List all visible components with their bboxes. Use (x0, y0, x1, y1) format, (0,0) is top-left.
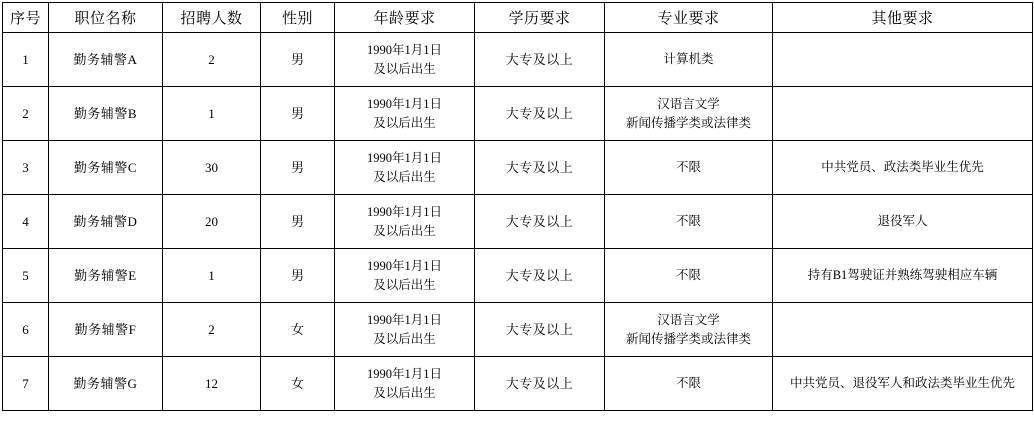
column-header-gender: 性别 (261, 3, 335, 33)
cell-age-line1: 1990年1月1日 (366, 366, 442, 381)
cell-major (605, 303, 773, 357)
cell-age (335, 357, 475, 411)
column-header-other: 其他要求 (773, 3, 1033, 33)
cell-other: 退役军人 (773, 195, 1033, 249)
cell-education: 大专及以上 (475, 249, 605, 303)
table-row (3, 33, 1033, 87)
table-row (3, 303, 1033, 357)
cell-major-line1: 不限 (675, 214, 701, 229)
cell-major (605, 33, 773, 87)
table-body (3, 33, 1033, 411)
cell-post: 勤务辅警F (49, 303, 163, 357)
cell-age-line2: 及以后出生 (373, 277, 436, 292)
cell-education: 大专及以上 (475, 357, 605, 411)
cell-post: 勤务辅警C (49, 141, 163, 195)
cell-post: 勤务辅警D (49, 195, 163, 249)
column-header-education: 学历要求 (475, 3, 605, 33)
cell-education: 大专及以上 (475, 33, 605, 87)
cell-age-line2: 及以后出生 (373, 169, 436, 184)
cell-count: 30 (163, 141, 261, 195)
cell-education: 大专及以上 (475, 87, 605, 141)
cell-age-line2: 及以后出生 (373, 115, 436, 130)
table-row (3, 87, 1033, 141)
table-row (3, 249, 1033, 303)
cell-gender: 男 (261, 195, 335, 249)
cell-other (773, 87, 1033, 141)
cell-major-line1: 不限 (675, 268, 701, 283)
cell-age (335, 141, 475, 195)
cell-post: 勤务辅警B (49, 87, 163, 141)
cell-count: 2 (163, 303, 261, 357)
table-header (3, 3, 1033, 33)
cell-gender: 男 (261, 141, 335, 195)
table-row (3, 357, 1033, 411)
cell-major-line2: 新闻传播学类或法律类 (625, 331, 751, 346)
cell-age-line2: 及以后出生 (373, 385, 436, 400)
cell-age-line1: 1990年1月1日 (366, 96, 442, 111)
cell-age (335, 33, 475, 87)
cell-age-line1: 1990年1月1日 (366, 42, 442, 57)
cell-count: 1 (163, 249, 261, 303)
cell-index: 2 (3, 87, 49, 141)
cell-major-line1: 计算机类 (663, 52, 714, 67)
cell-index: 4 (3, 195, 49, 249)
cell-education: 大专及以上 (475, 195, 605, 249)
cell-age-line1: 1990年1月1日 (366, 204, 442, 219)
column-header-count: 招聘人数 (163, 3, 261, 33)
cell-age (335, 87, 475, 141)
cell-age (335, 249, 475, 303)
cell-post: 勤务辅警E (49, 249, 163, 303)
cell-count: 2 (163, 33, 261, 87)
cell-gender: 女 (261, 357, 335, 411)
cell-post: 勤务辅警A (49, 33, 163, 87)
cell-count: 20 (163, 195, 261, 249)
document-page (0, 2, 1034, 441)
cell-major-line2: 新闻传播学类或法律类 (625, 115, 751, 130)
cell-gender: 男 (261, 249, 335, 303)
cell-age-line1: 1990年1月1日 (366, 150, 442, 165)
cell-index: 5 (3, 249, 49, 303)
column-header-age: 年龄要求 (335, 3, 475, 33)
cell-age (335, 195, 475, 249)
cell-major (605, 141, 773, 195)
cell-age-line2: 及以后出生 (373, 331, 436, 346)
cell-other: 中共党员、政法类毕业生优先 (773, 141, 1033, 195)
cell-other: 持有B1驾驶证并熟练驾驶相应车辆 (773, 249, 1033, 303)
cell-index: 3 (3, 141, 49, 195)
cell-age (335, 303, 475, 357)
cell-major (605, 87, 773, 141)
cell-gender: 男 (261, 33, 335, 87)
cell-count: 12 (163, 357, 261, 411)
cell-gender: 女 (261, 303, 335, 357)
cell-count: 1 (163, 87, 261, 141)
cell-age-line2: 及以后出生 (373, 61, 436, 76)
cell-education: 大专及以上 (475, 141, 605, 195)
column-header-post: 职位名称 (49, 3, 163, 33)
column-header-index: 序号 (3, 3, 49, 33)
cell-age-line2: 及以后出生 (373, 223, 436, 238)
cell-post: 勤务辅警G (49, 357, 163, 411)
cell-major (605, 195, 773, 249)
cell-other (773, 303, 1033, 357)
cell-index: 6 (3, 303, 49, 357)
cell-age-line1: 1990年1月1日 (366, 258, 442, 273)
cell-major (605, 357, 773, 411)
cell-major-line1: 不限 (675, 376, 701, 391)
column-header-major: 专业要求 (605, 3, 773, 33)
table-row (3, 195, 1033, 249)
recruitment-table (2, 2, 1033, 411)
header-row (3, 3, 1033, 33)
cell-age-line1: 1990年1月1日 (366, 312, 442, 327)
cell-other: 中共党员、退役军人和政法类毕业生优先 (773, 357, 1033, 411)
cell-gender: 男 (261, 87, 335, 141)
cell-other (773, 33, 1033, 87)
cell-index: 7 (3, 357, 49, 411)
cell-index: 1 (3, 33, 49, 87)
cell-major-line1: 汉语言文学 (657, 96, 720, 111)
cell-major-line1: 不限 (675, 160, 701, 175)
cell-education: 大专及以上 (475, 303, 605, 357)
cell-major-line1: 汉语言文学 (657, 312, 720, 327)
cell-major (605, 249, 773, 303)
table-row (3, 141, 1033, 195)
